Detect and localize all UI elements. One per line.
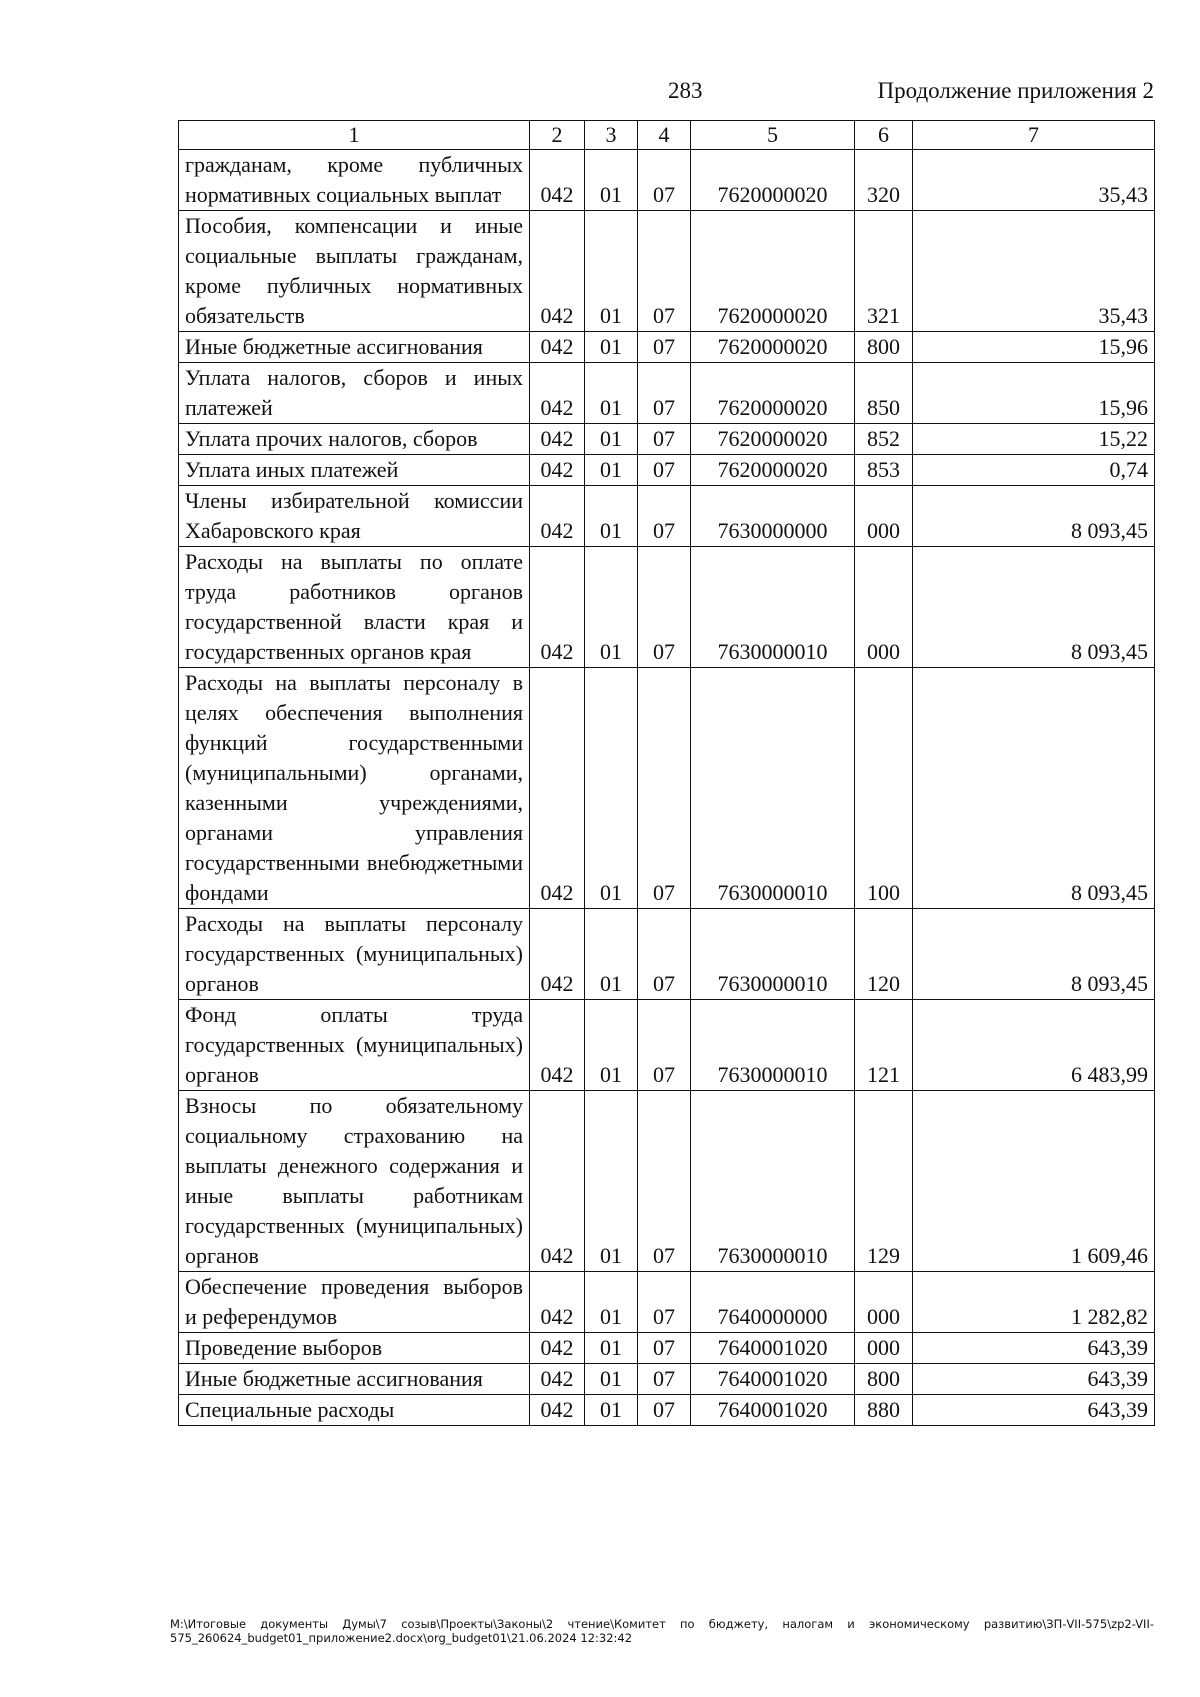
table-row xyxy=(179,547,1155,668)
section-code-cell: 01 xyxy=(585,455,638,486)
table-header xyxy=(179,121,1155,150)
ministry-code-cell: 042 xyxy=(530,1333,585,1364)
amount-cell: 15,96 xyxy=(913,332,1155,363)
section-code-cell: 01 xyxy=(585,424,638,455)
table-row xyxy=(179,909,1155,1000)
expense-type-cell: 000 xyxy=(855,1333,913,1364)
ministry-code-cell: 042 xyxy=(530,1272,585,1333)
item-name-cell: Уплата иных платежей xyxy=(179,455,530,486)
subsection-code-cell: 07 xyxy=(638,909,691,1000)
target-article-cell: 7640001020 xyxy=(691,1364,855,1395)
item-name-cell: Расходы на выплаты персоналу в целях обеспечения выполнения функций государственными (муниципальными) органами, казенными учреждениями, органами управления государственными внебюджетными фондами xyxy=(179,668,530,909)
ministry-code-cell: 042 xyxy=(530,424,585,455)
expense-type-cell: 000 xyxy=(855,547,913,668)
item-name-cell: Пособия, компенсации и иные социальные выплаты гражданам, кроме публичных нормативных обязательств xyxy=(179,211,530,332)
amount-cell: 15,96 xyxy=(913,363,1155,424)
target-article-cell: 7630000010 xyxy=(691,909,855,1000)
section-code-cell: 01 xyxy=(585,150,638,211)
target-article-cell: 7620000020 xyxy=(691,455,855,486)
target-article-cell: 7620000020 xyxy=(691,150,855,211)
expense-type-cell: 853 xyxy=(855,455,913,486)
section-code-cell: 01 xyxy=(585,547,638,668)
target-article-cell: 7640001020 xyxy=(691,1333,855,1364)
item-name-cell: Иные бюджетные ассигнования xyxy=(179,332,530,363)
table-row xyxy=(179,1000,1155,1091)
table-row xyxy=(179,1272,1155,1333)
table-row xyxy=(179,455,1155,486)
item-name-cell: Специальные расходы xyxy=(179,1395,530,1426)
section-code-cell: 01 xyxy=(585,1395,638,1426)
column-header: 1 xyxy=(179,121,530,150)
ministry-code-cell: 042 xyxy=(530,1091,585,1272)
subsection-code-cell: 07 xyxy=(638,424,691,455)
item-name-cell: Фонд оплаты труда государственных (муниципальных) органов xyxy=(179,1000,530,1091)
section-code-cell: 01 xyxy=(585,332,638,363)
item-name-cell: Иные бюджетные ассигнования xyxy=(179,1364,530,1395)
table-row xyxy=(179,1395,1155,1426)
target-article-cell: 7630000010 xyxy=(691,547,855,668)
expense-type-cell: 121 xyxy=(855,1000,913,1091)
ministry-code-cell: 042 xyxy=(530,1395,585,1426)
expense-type-cell: 320 xyxy=(855,150,913,211)
expense-type-cell: 852 xyxy=(855,424,913,455)
column-header: 5 xyxy=(691,121,855,150)
continuation-title: Продолжение приложения 2 xyxy=(877,78,1154,103)
subsection-code-cell: 07 xyxy=(638,332,691,363)
section-code-cell: 01 xyxy=(585,1091,638,1272)
subsection-code-cell: 07 xyxy=(638,1272,691,1333)
subsection-code-cell: 07 xyxy=(638,363,691,424)
ministry-code-cell: 042 xyxy=(530,486,585,547)
section-code-cell: 01 xyxy=(585,1333,638,1364)
expense-type-cell: 129 xyxy=(855,1091,913,1272)
ministry-code-cell: 042 xyxy=(530,909,585,1000)
amount-cell: 1 282,82 xyxy=(913,1272,1155,1333)
ministry-code-cell: 042 xyxy=(530,1364,585,1395)
header-row xyxy=(179,121,1155,150)
table-row xyxy=(179,668,1155,909)
expense-type-cell: 100 xyxy=(855,668,913,909)
section-code-cell: 01 xyxy=(585,1272,638,1333)
column-header: 3 xyxy=(585,121,638,150)
subsection-code-cell: 07 xyxy=(638,1395,691,1426)
expense-type-cell: 880 xyxy=(855,1395,913,1426)
subsection-code-cell: 07 xyxy=(638,668,691,909)
table-row xyxy=(179,424,1155,455)
subsection-code-cell: 07 xyxy=(638,486,691,547)
ministry-code-cell: 042 xyxy=(530,1000,585,1091)
expense-type-cell: 120 xyxy=(855,909,913,1000)
target-article-cell: 7630000010 xyxy=(691,1091,855,1272)
column-header: 6 xyxy=(855,121,913,150)
table-row xyxy=(179,363,1155,424)
subsection-code-cell: 07 xyxy=(638,547,691,668)
page-header xyxy=(178,78,1154,112)
budget-table xyxy=(178,120,1155,1426)
section-code-cell: 01 xyxy=(585,211,638,332)
ministry-code-cell: 042 xyxy=(530,455,585,486)
target-article-cell: 7630000010 xyxy=(691,668,855,909)
item-name-cell: Уплата прочих налогов, сборов xyxy=(179,424,530,455)
amount-cell: 0,74 xyxy=(913,455,1155,486)
amount-cell: 6 483,99 xyxy=(913,1000,1155,1091)
target-article-cell: 7620000020 xyxy=(691,332,855,363)
amount-cell: 643,39 xyxy=(913,1395,1155,1426)
table-row xyxy=(179,150,1155,211)
item-name-cell: Проведение выборов xyxy=(179,1333,530,1364)
subsection-code-cell: 07 xyxy=(638,1364,691,1395)
target-article-cell: 7620000020 xyxy=(691,211,855,332)
target-article-cell: 7640001020 xyxy=(691,1395,855,1426)
column-header: 2 xyxy=(530,121,585,150)
item-name-cell: Уплата налогов, сборов и иных платежей xyxy=(179,363,530,424)
target-article-cell: 7620000020 xyxy=(691,424,855,455)
ministry-code-cell: 042 xyxy=(530,668,585,909)
table-row xyxy=(179,486,1155,547)
ministry-code-cell: 042 xyxy=(530,332,585,363)
expense-type-cell: 800 xyxy=(855,1364,913,1395)
table-row xyxy=(179,1091,1155,1272)
column-header: 7 xyxy=(913,121,1155,150)
expense-type-cell: 800 xyxy=(855,332,913,363)
section-code-cell: 01 xyxy=(585,668,638,909)
table-row xyxy=(179,332,1155,363)
ministry-code-cell: 042 xyxy=(530,363,585,424)
item-name-cell: гражданам, кроме публичных нормативных социальных выплат xyxy=(179,150,530,211)
expense-type-cell: 000 xyxy=(855,1272,913,1333)
item-name-cell: Взносы по обязательному социальному страхованию на выплаты денежного содержания и иные выплаты работникам государственных (муниципальных) органов xyxy=(179,1091,530,1272)
subsection-code-cell: 07 xyxy=(638,1000,691,1091)
item-name-cell: Члены избирательной комиссии Хабаровского края xyxy=(179,486,530,547)
section-code-cell: 01 xyxy=(585,1364,638,1395)
section-code-cell: 01 xyxy=(585,909,638,1000)
subsection-code-cell: 07 xyxy=(638,1091,691,1272)
table-row xyxy=(179,1364,1155,1395)
target-article-cell: 7640000000 xyxy=(691,1272,855,1333)
target-article-cell: 7630000000 xyxy=(691,486,855,547)
subsection-code-cell: 07 xyxy=(638,211,691,332)
expense-type-cell: 000 xyxy=(855,486,913,547)
column-header: 4 xyxy=(638,121,691,150)
amount-cell: 8 093,45 xyxy=(913,668,1155,909)
section-code-cell: 01 xyxy=(585,486,638,547)
ministry-code-cell: 042 xyxy=(530,150,585,211)
subsection-code-cell: 07 xyxy=(638,150,691,211)
amount-cell: 8 093,45 xyxy=(913,547,1155,668)
amount-cell: 8 093,45 xyxy=(913,909,1155,1000)
file-path-footer: M:\Итоговые документы Думы\7 созыв\Проекты\Законы\2 чтение\Комитет по бюджету, налогам и экономическому развитию\ЗП-VII-575\zp2-VII-575_260624_budget01_приложение2.docx\org_budget01\21.06.2024 12:32:42 xyxy=(170,1617,1154,1645)
amount-cell: 35,43 xyxy=(913,211,1155,332)
page-number: 283 xyxy=(668,78,703,103)
subsection-code-cell: 07 xyxy=(638,1333,691,1364)
amount-cell: 643,39 xyxy=(913,1333,1155,1364)
section-code-cell: 01 xyxy=(585,363,638,424)
subsection-code-cell: 07 xyxy=(638,455,691,486)
target-article-cell: 7620000020 xyxy=(691,363,855,424)
ministry-code-cell: 042 xyxy=(530,211,585,332)
amount-cell: 8 093,45 xyxy=(913,486,1155,547)
ministry-code-cell: 042 xyxy=(530,547,585,668)
target-article-cell: 7630000010 xyxy=(691,1000,855,1091)
section-code-cell: 01 xyxy=(585,1000,638,1091)
amount-cell: 35,43 xyxy=(913,150,1155,211)
item-name-cell: Обеспечение проведения выборов и референдумов xyxy=(179,1272,530,1333)
expense-type-cell: 321 xyxy=(855,211,913,332)
table-body xyxy=(179,150,1155,1426)
expense-type-cell: 850 xyxy=(855,363,913,424)
item-name-cell: Расходы на выплаты по оплате труда работников органов государственной власти края и государственных органов края xyxy=(179,547,530,668)
amount-cell: 15,22 xyxy=(913,424,1155,455)
table-row xyxy=(179,1333,1155,1364)
table-row xyxy=(179,211,1155,332)
item-name-cell: Расходы на выплаты персоналу государственных (муниципальных) органов xyxy=(179,909,530,1000)
amount-cell: 1 609,46 xyxy=(913,1091,1155,1272)
amount-cell: 643,39 xyxy=(913,1364,1155,1395)
